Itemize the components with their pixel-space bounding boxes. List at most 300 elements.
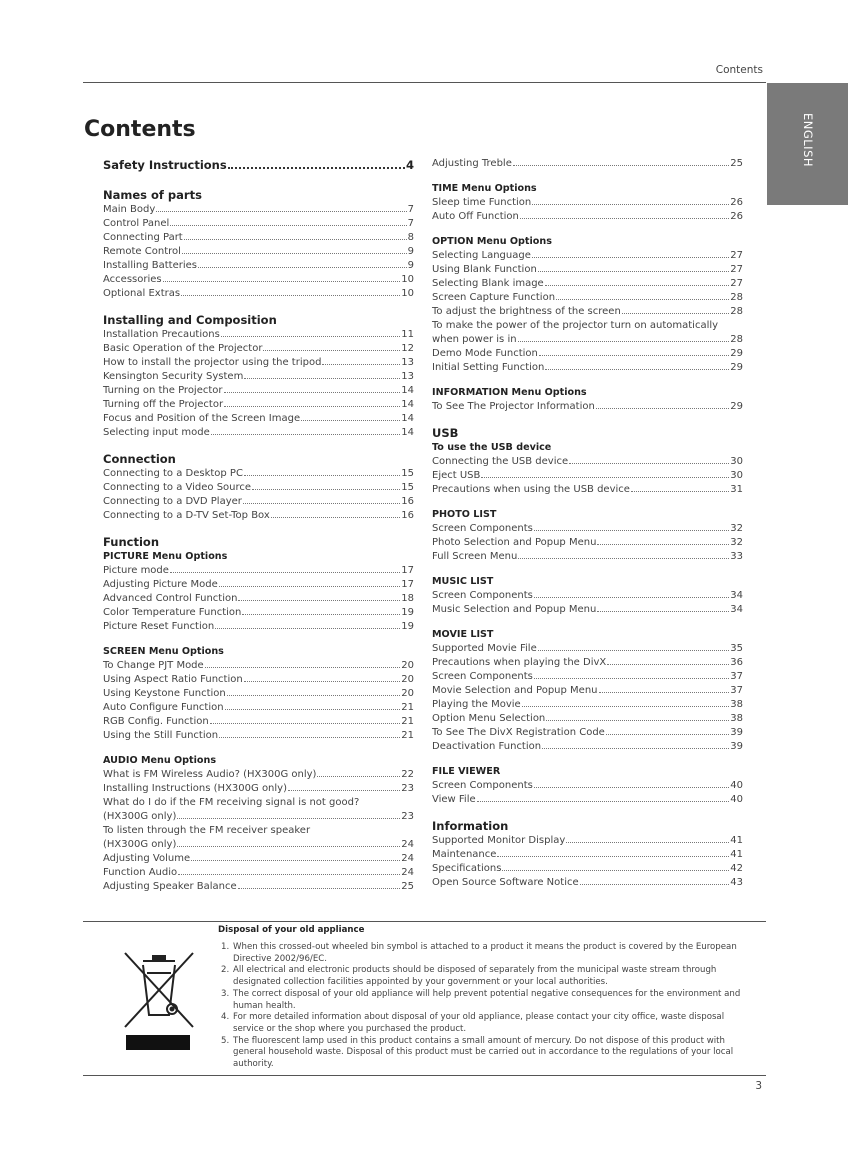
leader-dots [545,285,730,286]
toc-entry [432,196,743,210]
leader-dots [215,628,400,629]
toc-entry-title: Function Audio [103,867,178,878]
toc-entry-page: 14 [401,427,414,438]
toc-entry-title: Screen Components [432,671,533,682]
disposal-item-number: 1. [221,942,230,952]
toc-entry-page: 14 [401,399,414,410]
toc-entry-page: 7 [407,218,414,229]
toc-entry-page: 22 [401,769,414,780]
toc-entry [432,670,743,684]
toc-entry-page: 24 [401,853,414,864]
toc-entry-title: Control Panel [103,218,170,229]
toc-entry-title: Color Temperature Function [103,607,242,618]
toc-entry [103,620,414,634]
toc-entry-title: Demo Mode Function [432,348,538,359]
toc-entry-title: Remote Control [103,246,181,257]
toc-entry-title: Music Selection and Popup Menu [432,604,597,615]
toc-entry-page: 27 [730,278,743,289]
toc-entry-title: Open Source Software Notice [432,877,579,888]
leader-dots [532,204,729,205]
toc-section [103,754,414,894]
toc-entry [103,606,414,620]
toc-entry-page: 20 [401,660,414,671]
toc-entry-page: 28 [730,306,743,317]
toc-entry [103,852,414,866]
toc-section [103,312,414,440]
toc-section [432,575,743,617]
leader-dots [622,313,729,314]
toc-entry-title: Specifications [432,863,502,874]
leader-dots [271,517,400,518]
disposal-item-text: When this crossed-out wheeled bin symbol is attached to a product it means the product is covered by the European Directive 2002/96/EC. [233,942,737,964]
leader-dots [263,350,400,351]
toc-entry-title: Selecting Blank image [432,278,544,289]
toc-subsection-title: INFORMATION Menu Options [432,387,587,398]
toc-section [432,182,743,224]
toc-entry [103,729,414,743]
toc-entry-page: 21 [401,702,414,713]
toc-entry [432,455,743,469]
toc-entry [103,481,414,495]
toc-entry-page: 37 [730,671,743,682]
toc-entry [103,810,414,824]
toc-entry-page: 20 [401,674,414,685]
toc-entry [103,578,414,592]
toc-entry [432,698,743,712]
toc-entry-page: 13 [401,357,414,368]
leader-dots [631,491,729,492]
leader-dots [597,611,729,612]
toc-entry [103,592,414,606]
toc-entry-title: Connecting Part [103,232,183,243]
leader-dots [518,558,729,559]
toc-entry-page: 26 [730,211,743,222]
toc-entry-title: Photo Selection and Popup Menu [432,537,597,548]
toc-entry-title: What is FM Wireless Audio? (HX300G only) [103,769,317,780]
leader-dots [317,776,400,777]
leader-dots [546,720,729,721]
toc-entry-page: 34 [730,590,743,601]
toc-entry-page: 18 [401,593,414,604]
toc-section [432,818,743,890]
leader-dots [481,477,729,478]
page-number: 3 [755,1080,762,1092]
toc-entry-title: Precautions when playing the DivX [432,657,607,668]
toc-entry-title: Focus and Position of the Screen Image [103,413,301,424]
toc-entry-page: 30 [730,456,743,467]
disposal-notice [83,921,766,1076]
leader-dots [534,678,729,679]
toc-entry [432,157,743,171]
toc-subsection-title: PHOTO LIST [432,509,497,520]
crossed-out-wheeled-bin-icon [121,945,197,1055]
leader-dots [542,748,729,749]
toc-entry [103,701,414,715]
toc-entry-page: 37 [730,685,743,696]
toc-entry-title: How to install the projector using the tripod [103,357,322,368]
toc-subsection-title: AUDIO Menu Options [103,755,217,766]
toc-section [432,628,743,754]
toc-entry [432,263,743,277]
toc-entry [432,740,743,754]
toc-entry [432,536,743,550]
toc-entry [103,564,414,578]
toc-entry-page: 43 [730,877,743,888]
toc-entry-page: 31 [730,484,743,495]
toc-entry [432,347,743,361]
toc-entry-title: Screen Components [432,523,533,534]
toc-subsection-title: TIME Menu Options [432,183,537,194]
toc-entry-page: 13 [401,371,414,382]
toc-entry [432,848,743,862]
leader-dots [520,218,729,219]
toc-entry [432,400,743,414]
toc-entry [432,210,743,224]
toc-entry [103,715,414,729]
toc-entry-title: Selecting Language [432,250,531,261]
toc-entry-page: 38 [730,699,743,710]
footer-rule [83,1075,766,1076]
leader-dots [177,846,400,847]
leader-dots [227,695,401,696]
toc-entry-title: To See The DivX Registration Code [432,727,605,738]
toc-entry-page: 17 [401,579,414,590]
toc-entry-page: 19 [401,607,414,618]
leader-dots [607,664,729,665]
toc-entry-page: 41 [730,835,743,846]
toc-entry-title: Picture Reset Function [103,621,215,632]
toc-entry [432,361,743,375]
header-rule [83,82,766,83]
leader-dots [596,408,729,409]
toc-entry-title: Accessories [103,274,162,285]
toc-entry [432,684,743,698]
toc-entry-page: 7 [407,204,414,215]
toc-entry-page: 28 [730,292,743,303]
disposal-item [221,965,746,988]
toc-entry-title: Using the Still Function [103,730,219,741]
toc-entry-page: 29 [730,401,743,412]
toc-entry [103,509,414,523]
leader-dots [198,267,407,268]
toc-entry-title: View File [432,794,476,805]
toc-entry-page: 42 [730,863,743,874]
toc-section [103,187,414,301]
toc-entry [103,342,414,356]
toc-entry-title: Supported Monitor Display [432,835,566,846]
toc-column-right [432,157,743,901]
toc-entry-title: Full Screen Menu [432,551,518,562]
toc-entry-title: Connecting the USB device [432,456,569,467]
toc-entry-title: Connecting to a Desktop PC [103,468,243,479]
leader-dots [156,211,406,212]
toc-entry-title: Supported Movie File [432,643,537,654]
toc-entry-title: Auto Configure Function [103,702,224,713]
toc-entry-title: Turning off the Projector [103,399,224,410]
toc-entry-page: 12 [401,343,414,354]
language-tab [767,83,848,205]
toc-section [103,157,414,173]
leader-dots [219,586,401,587]
toc-entry-page: 10 [401,288,414,299]
disposal-item-text: The correct disposal of your old appliance will help prevent potential negative consequences for the environment and human health. [233,988,741,1011]
toc-entry-title: when power is in [432,334,517,345]
toc-entry-title: Connecting to a DVD Player [103,496,242,507]
toc-entry-title: Screen Components [432,780,533,791]
toc-entry-title: Initial Setting Function [432,362,545,373]
toc-entry-title: Deactivation Function [432,741,542,752]
toc-entry-title: Screen Components [432,590,533,601]
leader-dots [191,860,400,861]
leader-dots [224,406,400,407]
toc-entry [103,768,414,782]
toc-entry [432,656,743,670]
leader-dots [522,706,730,707]
toc-entry-title: Using Blank Function [432,264,537,275]
disposal-item-text: For more detailed information about disposal of your old appliance, please contact your city office, waste disposal service or the shop where you purchased the product. [233,1012,725,1034]
toc-entry [432,277,743,291]
disposal-item-text: The fluorescent lamp used in this product contains a small amount of mercury. Do not dispose of this product with general household waste. Disposal of this product must be carried out in accordance to the regulations of your local authority. [233,1035,734,1070]
leader-dots [221,336,400,337]
toc-entry-title: Installing Instructions (HX300G only) [103,783,287,794]
toc-entry [432,483,743,497]
toc-entry-page: 24 [401,867,414,878]
toc-entry [103,287,414,301]
toc-section [432,425,743,497]
toc-entry-page: 38 [730,713,743,724]
toc-entry-page: 21 [401,716,414,727]
toc-entry [432,726,743,740]
leader-dots [518,341,730,342]
leader-dots [184,239,407,240]
leader-dots [210,723,401,724]
toc-entry-page: 36 [730,657,743,668]
toc-entry-title: Option Menu Selection [432,713,546,724]
toc-section [103,645,414,743]
toc-entry-title: Advanced Control Function [103,593,238,604]
leader-dots [288,790,400,791]
toc-entry-headline [103,157,414,173]
toc-entry-page: 39 [730,727,743,738]
toc-entry [432,291,743,305]
toc-entry-page: 9 [407,246,414,257]
toc-entry [103,467,414,481]
leader-dots [545,369,729,370]
toc-section-title: Names of parts [103,188,202,202]
toc-entry-page: 32 [730,523,743,534]
leader-dots [163,281,401,282]
toc-entry [432,305,743,319]
toc-entry [103,426,414,440]
leader-dots [252,489,400,490]
toc-entry-page: 40 [730,780,743,791]
toc-entry-title: Sleep time Function [432,197,532,208]
toc-section [432,765,743,807]
toc-entry-line: To listen through the FM receiver speaker [103,825,311,836]
toc-entry [432,712,743,726]
toc-entry-page: 26 [730,197,743,208]
leader-dots [242,614,400,615]
toc-entry-line: To make the power of the projector turn on automatically [432,320,719,331]
toc-entry [432,550,743,564]
toc-entry-page: 17 [401,565,414,576]
toc-subsection-title: PICTURE Menu Options [103,551,228,562]
leader-dots [301,420,400,421]
toc-entry-page: 32 [730,537,743,548]
disposal-item-number: 5. [221,1035,230,1046]
toc-entry [432,589,743,603]
toc-entry-title: Playing the Movie [432,699,521,710]
toc-entry [432,862,743,876]
toc-entry-page: 10 [401,274,414,285]
toc-section [432,508,743,564]
toc-entry [432,469,743,483]
toc-section-title: Information [432,819,509,833]
toc-entry-title: Auto Off Function [432,211,519,222]
toc-entry-page: 8 [407,232,414,243]
toc-entry-page: 29 [730,362,743,373]
toc-entry-page: 39 [730,741,743,752]
toc-entry-title: Movie Selection and Popup Menu [432,685,598,696]
toc-subsection-title: OPTION Menu Options [432,236,552,247]
toc-entry-title: Optional Extras [103,288,181,299]
leader-dots [606,734,729,735]
toc-entry [103,370,414,384]
leader-dots [497,856,729,857]
toc-entry-title: Selecting input mode [103,427,210,438]
leader-dots [244,681,401,682]
toc-entry [103,245,414,259]
toc-entry-title: Using Aspect Ratio Function [103,674,243,685]
toc-subsection-title: To use the USB device [432,442,552,453]
toc-entry [432,793,743,807]
toc-section [103,534,414,634]
toc-entry-title: Kensington Security System [103,371,244,382]
toc-entry-title: Screen Capture Function [432,292,556,303]
leader-dots [599,692,730,693]
toc-entry-title: Precautions when using the USB device [432,484,630,495]
toc-entry-page: 30 [730,470,743,481]
toc-entry [103,782,414,796]
toc-entry [432,603,743,617]
toc-entry [432,249,743,263]
leader-dots [569,463,729,464]
toc-entry-title: Main Body [103,204,156,215]
toc-entry-title: Adjusting Treble [432,158,512,169]
toc-entry [432,522,743,536]
toc-entry-title: (HX300G only) [103,811,177,822]
toc-section [432,235,743,375]
toc-entry-title: To Change PJT Mode [103,660,204,671]
toc-subsection-title: MUSIC LIST [432,576,494,587]
toc-subsection-title: SCREEN Menu Options [103,646,224,657]
toc-entry-title: Adjusting Speaker Balance [103,881,237,892]
leader-dots [244,475,400,476]
leader-dots [513,165,729,166]
disposal-item-text: All electrical and electronic products should be disposed of separately from the municipal waste stream through designated collection facilities appointed by your government or your local authorities. [233,965,717,988]
toc-entry-page: 14 [401,385,414,396]
leader-dots [534,530,729,531]
toc-entry [103,412,414,426]
toc-entry-title: Maintenance [432,849,497,860]
toc-column-left [103,157,414,905]
toc-entry-page: 14 [401,413,414,424]
leader-dots [538,271,729,272]
toc-entry-title: To See The Projector Information [432,401,595,412]
toc-entry [103,328,414,342]
toc-entry-page: 25 [730,158,743,169]
leader-dots [532,257,729,258]
disposal-item-number: 4. [221,1012,230,1023]
toc-section [103,451,414,523]
toc-entry-page: 16 [401,496,414,507]
leader-dots [170,572,400,573]
leader-dots [205,667,401,668]
toc-entry-title: Connecting to a D-TV Set-Top Box [103,510,270,521]
disposal-item [221,1036,746,1071]
toc-entry-title: To adjust the brightness of the screen [432,306,621,317]
toc-entry-page: 24 [401,839,414,850]
toc-entry-page: 41 [730,849,743,860]
toc-entry-page: 20 [401,688,414,699]
leader-dots [597,544,729,545]
leader-dots [580,884,730,885]
toc-entry-page: 23 [401,783,414,794]
leader-dots [228,167,405,169]
toc-entry-page: 35 [730,643,743,654]
toc-entry [103,384,414,398]
disposal-item-number: 2. [221,965,230,976]
disposal-title: Disposal of your old appliance [218,925,365,935]
toc-subsection-title: MOVIE LIST [432,629,494,640]
leader-dots [170,225,406,226]
leader-dots [219,737,400,738]
toc-entry-page: 40 [730,794,743,805]
toc-entry-page: 4 [405,158,414,172]
toc-entry-page: 19 [401,621,414,632]
toc-entry [103,217,414,231]
leader-dots [566,842,729,843]
toc-entry [103,356,414,370]
toc-entry-page: 16 [401,510,414,521]
toc-entry-title: Eject USB [432,470,481,481]
toc-entry [103,495,414,509]
leader-dots [238,888,401,889]
leader-dots [238,600,400,601]
leader-dots [538,650,730,651]
toc-entry-title: Basic Operation of the Projector [103,343,263,354]
toc-entry-title: (HX300G only) [103,839,177,850]
leader-dots [534,787,729,788]
leader-dots [322,364,400,365]
leader-dots [211,434,401,435]
toc-entry-title: Picture mode [103,565,169,576]
toc-entry [103,673,414,687]
toc-entry-page: 29 [730,348,743,359]
toc-entry-title: Connecting to a Video Source [103,482,252,493]
running-header: Contents [715,64,763,76]
toc-entry-title: Installing Batteries [103,260,197,271]
toc-entry [103,398,414,412]
leader-dots [502,870,729,871]
toc-entry-page: 28 [730,334,743,345]
toc-entry [432,876,743,890]
toc-entry-page: 21 [401,730,414,741]
toc-entry [103,203,414,217]
leader-dots [177,818,400,819]
toc-entry [103,259,414,273]
disposal-item [221,989,746,1012]
